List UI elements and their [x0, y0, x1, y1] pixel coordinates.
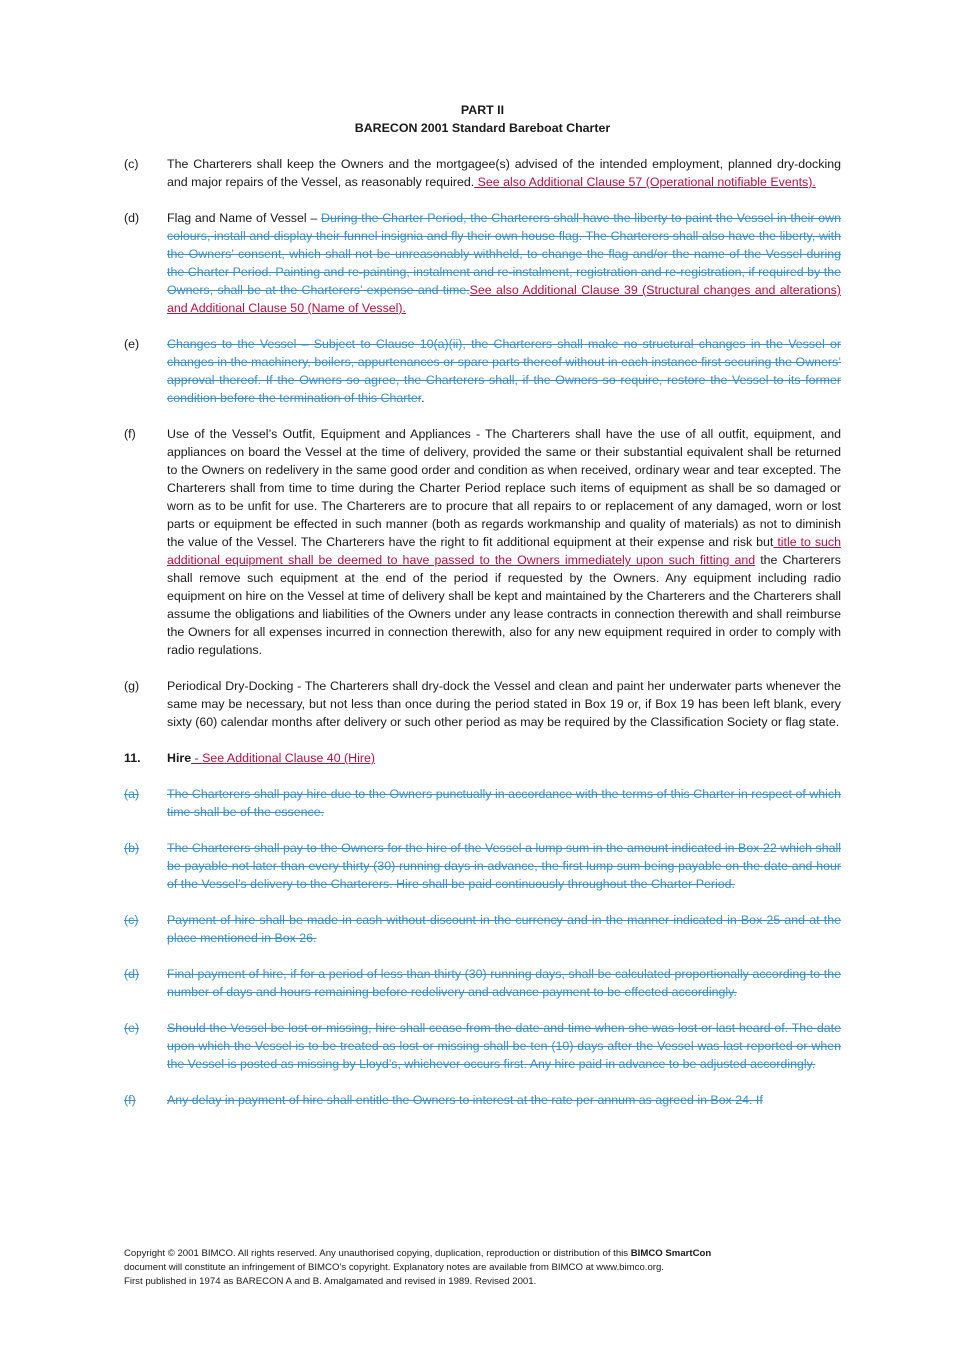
clauses-body — [124, 155, 841, 1127]
deleted-text: Payment of hire shall be made in cash without discount in the currency and in the manner indicated in Box 25 and at the place mentioned in Box 26. — [167, 913, 841, 945]
deleted-text: The Charterers shall pay hire due to the Owners punctually in accordance with the terms of this Charter in respect of which time shall be of the essence. — [167, 787, 841, 819]
document-title: BARECON 2001 Standard Bareboat Charter — [354, 121, 611, 135]
deleted-text: During the Charter Period, the Charterers shall have the liberty to paint the Vessel in their own colours, install and display their funnel insignia and fly their own house flag. The Charterers shall also have the liberty, with the Owners’ consent, which shall not be unreasonably withheld, to change the flag and/or the name of the Vessel during the Charter Period. Painting and re-painting, instalment and re-instalment, registration and re-registration, if required by the Owners, shall be at the Charterers’ expense and time. — [167, 211, 841, 297]
part-heading: PART II — [460, 103, 505, 117]
clause-text: Periodical Dry-Docking - The Charterers shall dry-dock the Vessel and clean and paint her underwater parts whenever the same may be necessary, but not less than once during the period stated in Box 19 or, if Box 19 has been left blank, every sixty (60) calendar months after delivery or such other period as may be required by the Classification Society or flag state. — [167, 679, 841, 729]
clause-label: (g) — [124, 679, 140, 693]
clause-number: 11. — [124, 751, 141, 765]
clause-text: . — [421, 391, 425, 405]
copyright-footer — [124, 1247, 841, 1289]
clause-d — [124, 209, 841, 317]
hire-item-c — [124, 911, 841, 947]
deleted-text: Final payment of hire, if for a period of less than thirty (30) running days, shall be calculated proportionally according to the number of days and hours remaining before redelivery and advance payment to be effected accordingly. — [167, 967, 841, 999]
deleted-text: Any delay in payment of hire shall entitle the Owners to interest at the rate per annum as agreed in Box 24. If — [167, 1093, 763, 1107]
footer-copyright: Copyright © 2001 BIMCO. All rights reserved. Any unauthorised copying, duplication, reproduction or distribution of this — [124, 1248, 631, 1259]
deleted-text: Should the Vessel be lost or missing, hire shall cease from the date and time when she was lost or last heard of. The date upon which the Vessel is to be treated as lost or missing shall be ten (10) days after the Vessel was last reported or when the Vessel is posted as missing by Lloyd’s, whichever occurs first. Any hire paid in advance to be adjusted accordingly. — [167, 1021, 841, 1071]
deleted-text: Changes to the Vessel – Subject to Clause 10(a)(ii), the Charterers shall make no structural changes in the Vessel or changes in the machinery, boilers, appurtenances or spare parts thereof without in each instance first securing the Owners’ approval thereof. If the Owners so agree, the Charterers shall, if the Owners so require, restore the Vessel to its former condition before the termination of this Charter — [167, 337, 841, 405]
inserted-text: See also Additional Clause 39 (Structural changes and alterations) and Additional Clause 50 (Name of Vessel). — [167, 283, 841, 315]
clause-label: (e) — [124, 337, 140, 351]
clause-label: (b) — [124, 841, 140, 855]
footer-line-2: document will constitute an infringement of BIMCO’s copyright. Explanatory notes are available from BIMCO at www.bimco.org. — [124, 1262, 664, 1273]
hire-item-b — [124, 839, 841, 893]
footer-product-name: BIMCO SmartCon — [630, 1248, 712, 1259]
clause-label: (c) — [124, 913, 139, 927]
footer-line-3: First published in 1974 as BARECON A and B. Amalgamated and revised in 1989. Revised 2001. — [124, 1276, 537, 1287]
clause-f — [124, 425, 841, 659]
clause-label: (d) — [124, 211, 140, 225]
clause-label: (d) — [124, 967, 140, 981]
clause-label: (c) — [124, 157, 139, 171]
clause-label: (a) — [124, 787, 140, 801]
hire-item-e — [124, 1019, 841, 1073]
clause-text: Use of the Vessel’s Outfit, Equipment and Appliances - The Charterers shall have the use of all outfit, equipment, and appliances on board the Vessel at the time of delivery, provided the same or their substantial equivalent shall be returned to the Owners on redelivery in the same good order and condition as when received, ordinary wear and tear excepted. The Charterers shall from time to time during the Charter Period replace such items of equipment as shall be so damaged or worn as to be unfit for use. The Charterers are to procure that all repairs to or replacement of any damaged, worn or lost parts or equipment be effected in such manner (both as regards workmanship and quality of materials) as not to diminish the value of the Vessel. The Charterers have the right to fit additional equipment at their expense and risk but — [167, 427, 841, 549]
clause-text: Flag and Name of Vessel – — [167, 211, 322, 225]
footer-line-1 — [124, 1247, 841, 1261]
hire-item-d — [124, 965, 841, 1001]
page-header — [0, 101, 965, 137]
clause-label: (e) — [124, 1021, 140, 1035]
section-title: Hire — [167, 751, 192, 765]
hire-heading — [124, 749, 841, 767]
clause-c — [124, 155, 841, 191]
inserted-text: title to such additional equipment shall be deemed to have passed to the Owners immediately upon such fitting and — [167, 535, 841, 567]
clause-text: The Charterers shall keep the Owners and the mortgagee(s) advised of the intended employment, planned dry-docking and major repairs of the Vessel, as reasonably required. — [167, 157, 841, 189]
clause-text: the Charterers shall remove such equipment at the end of the period if requested by the Owners. Any equipment including radio equipment on hire on the Vessel at time of delivery shall be kept and maintained by the Charterers and the Charterers shall assume the obligations and liabilities of the Owners under any lease contracts in connection therewith and shall reimburse the Owners for all expenses incurred in connection therewith, also for any new equipment required in order to comply with radio regulations. — [167, 553, 841, 657]
hire-item-a — [124, 785, 841, 821]
clause-g — [124, 677, 841, 731]
clause-e — [124, 335, 841, 407]
deleted-text: The Charterers shall pay to the Owners for the hire of the Vessel a lump sum in the amount indicated in Box 22 which shall be payable not later than every thirty (30) running days in advance, the first lump sum being payable on the date and hour of the Vessel’s delivery to the Charterers. Hire shall be paid continuously throughout the Charter Period. — [167, 841, 841, 891]
inserted-text: - See Additional Clause 40 (Hire) — [191, 751, 375, 765]
hire-item-f — [124, 1091, 841, 1109]
clause-label: (f) — [124, 1093, 136, 1107]
inserted-text: See also Additional Clause 57 (Operational notifiable Events). — [474, 175, 816, 189]
clause-label: (f) — [124, 427, 136, 441]
